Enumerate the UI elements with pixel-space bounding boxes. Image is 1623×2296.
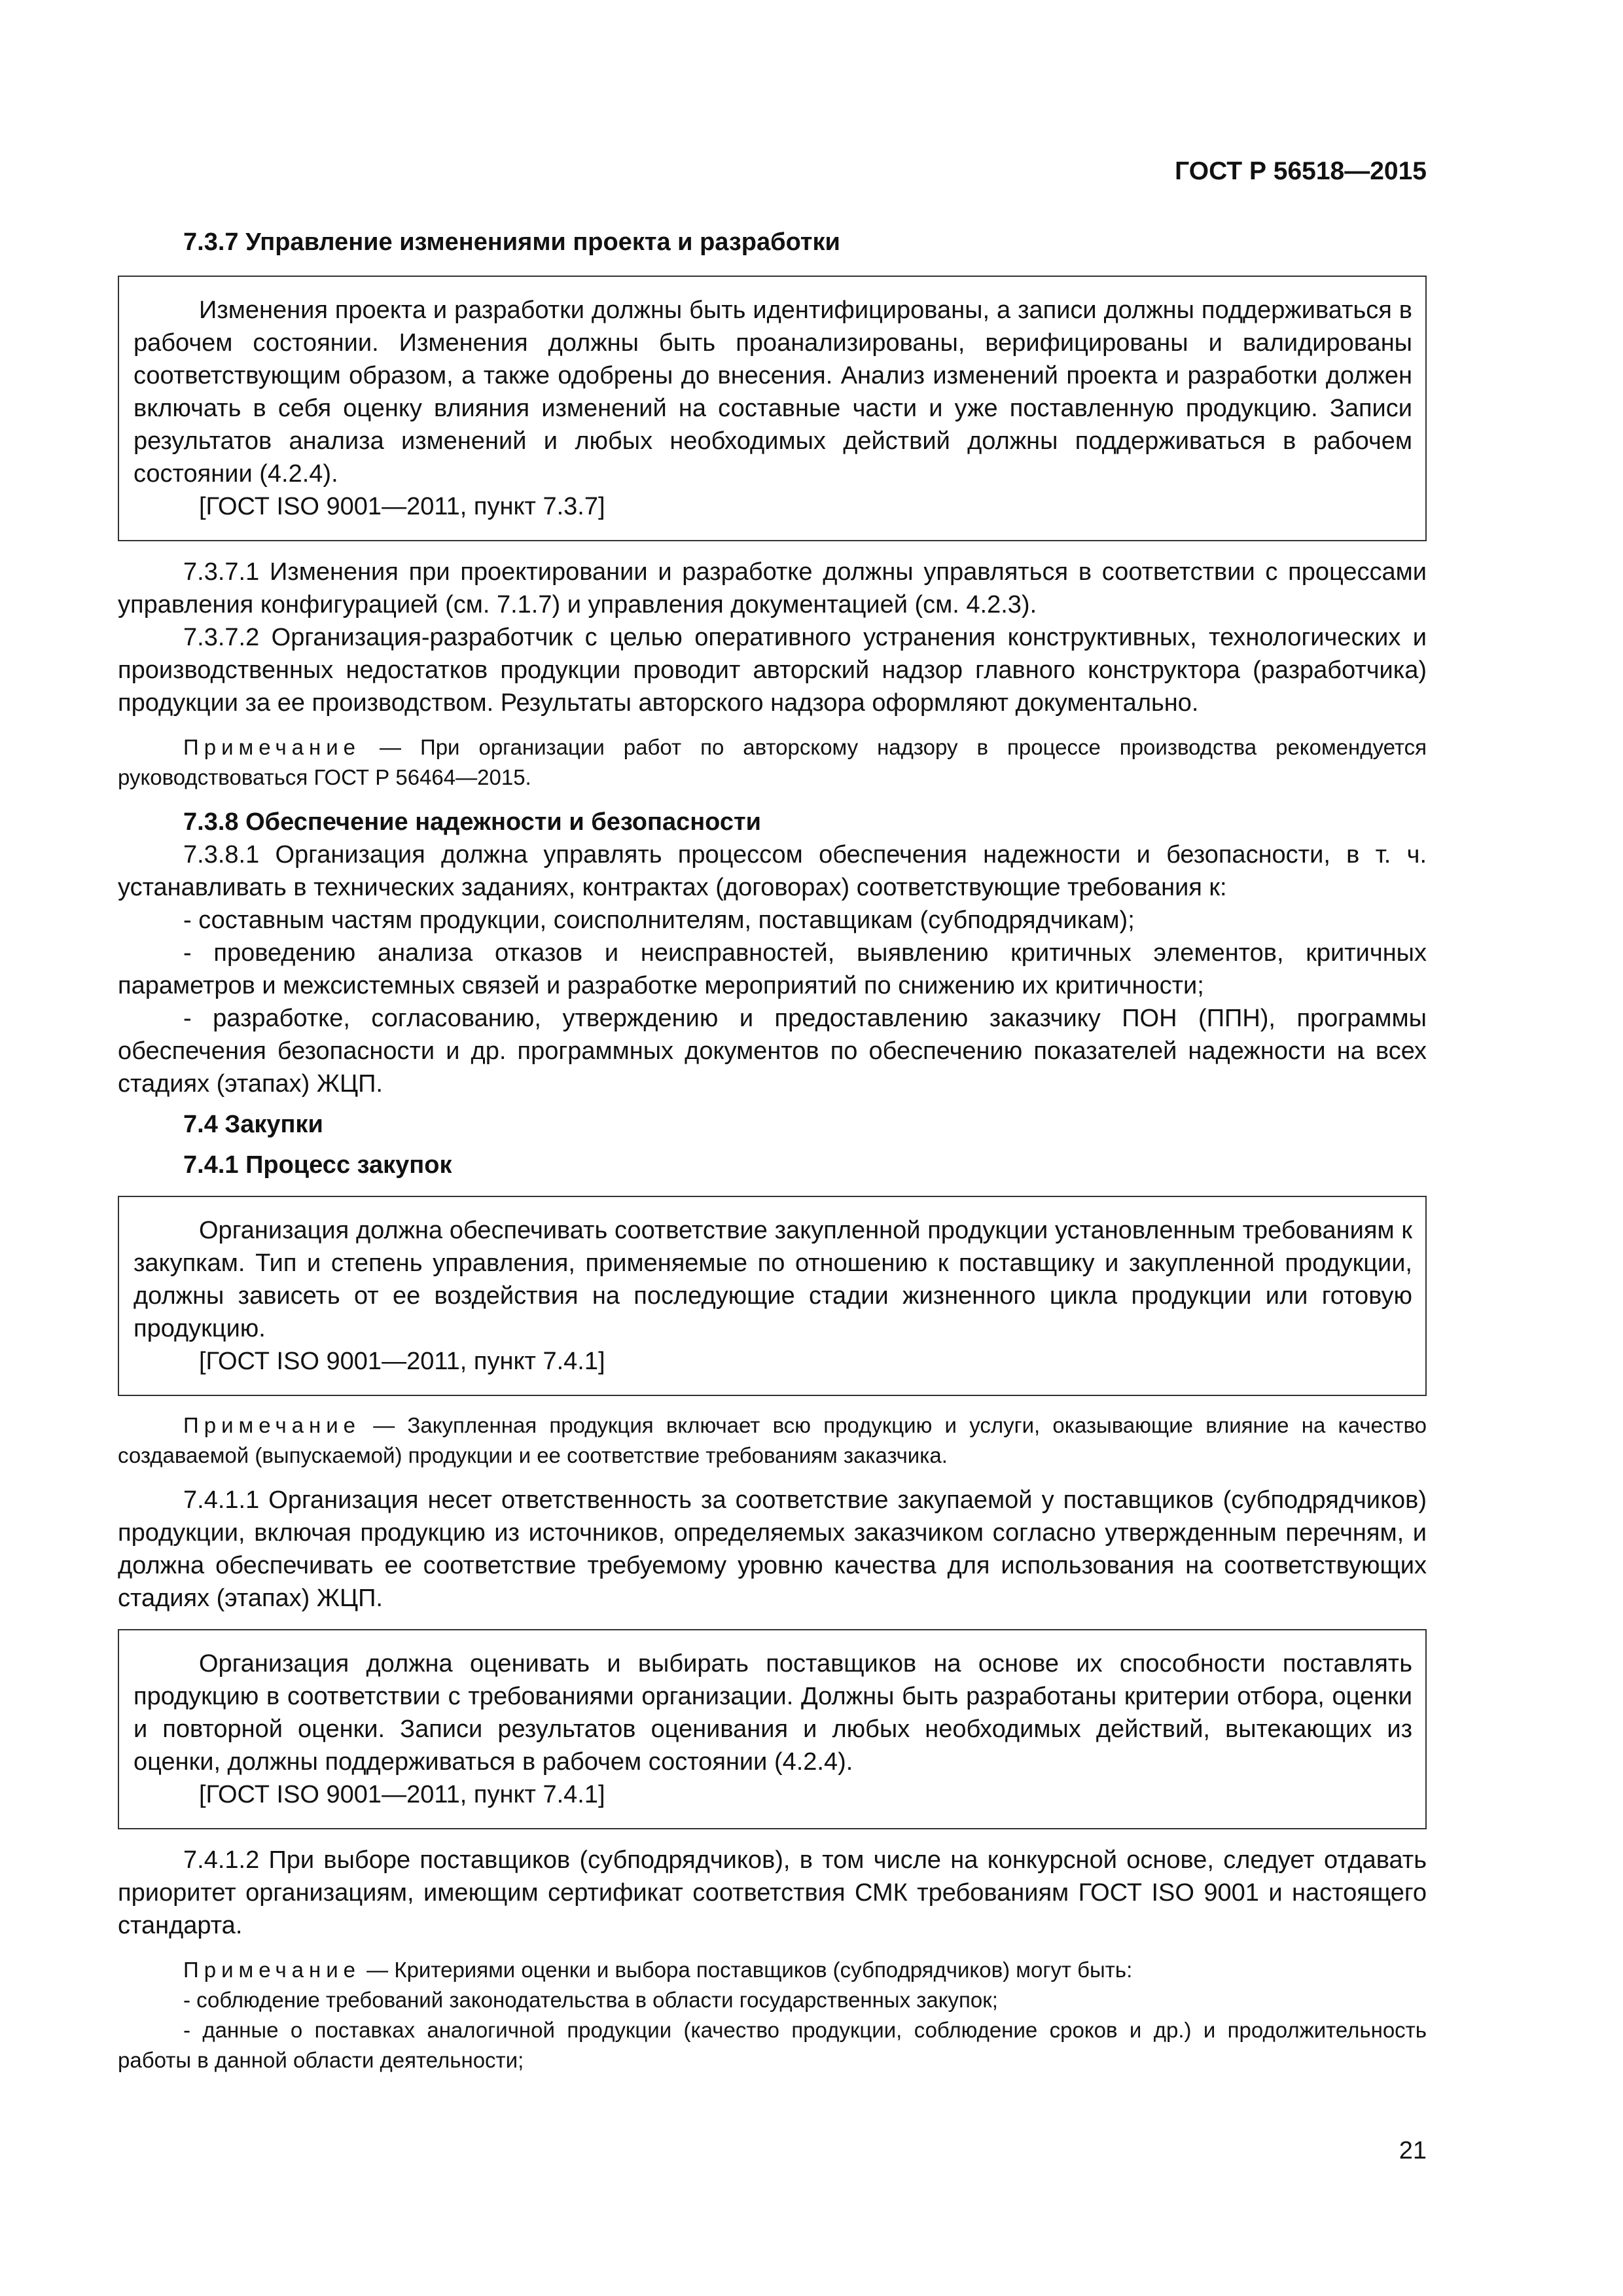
paragraph-7-3-7-1: 7.3.7.1 Изменения при проектировании и разработке должны управляться в соответствии с процессами управления конфигурацией (см. 7.1.7) и управления документацией (см. 4.2.3). (118, 558, 1427, 619)
list-item: - проведению анализа отказов и неисправностей, выявлению критичных элементов, критичных параметров и межсистемных связей и разработке мероприятий по снижению их критичности; (118, 939, 1427, 999)
quote-reference-7-4-1-b: [ГОСТ ISO 9001—2011, пункт 7.4.1] (199, 1781, 605, 1808)
note-label: Примечание (183, 735, 361, 759)
page-number: 21 (1399, 2137, 1427, 2164)
note-text: — Критериями оценки и выбора поставщиков (субподрядчиков) могут быть: (361, 1958, 1133, 1982)
note-7-3-7 (118, 732, 1427, 793)
paragraph-7-4-1-2: 7.4.1.2 При выборе поставщиков (субподрядчиков), в том числе на конкурсной основе, следует отдавать приоритет организациям, имеющим сертификат соответствия СМК требованиям ГОСТ ISO 9001 и настоящего стандарта. (118, 1846, 1427, 1939)
paragraph-7-3-8-1: 7.3.8.1 Организация должна управлять процессом обеспечения надежности и безопасности, в т. ч. устанавливать в технических заданиях, контрактах (договорах) соответствующие требования к: (118, 841, 1427, 901)
quote-box-iso-7-4-1-a (118, 1196, 1427, 1396)
note-list-item: - соблюдение требований законодательства в области государственных закупок; (183, 1988, 998, 2012)
paragraph-7-3-7-2: 7.3.7.2 Организация-разработчик с целью оперативного устранения конструктивных, технологических и производственных недостатков продукции проводит авторский надзор главного конструктора (разработчика) продукции за ее производством. Результаты авторского надзора оформляют документально. (118, 624, 1427, 717)
section-heading-7-4-1: 7.4.1 Процесс закупок (183, 1151, 452, 1179)
quote-reference-7-4-1-a: [ГОСТ ISO 9001—2011, пункт 7.4.1] (199, 1348, 605, 1375)
note-list-item: - данные о поставках аналогичной продукции (качество продукции, соблюдение сроков и др.) и продолжительность работы в данной области деятельности; (118, 2018, 1427, 2072)
quote-text-7-4-1-a: Организация должна обеспечивать соответствие закупленной продукции установленным требованиям к закупкам. Тип и степень управления, применяемые по отношению к поставщику и закупленной продукции, должны зависеть от ее воздействия на последующие стадии жизненного цикла продукции или готовую продукцию. (134, 1217, 1412, 1342)
quote-text-7-4-1-b: Организация должна оценивать и выбирать поставщиков на основе их способности поставлять продукцию в соответствии с требованиями организации. Должны быть разработаны критерии отбора, оценки и повторной оценки. Записи результатов оценивания и любых необходимых действий, вытекающих из оценки, должны поддерживаться в рабочем состоянии (4.2.4). (134, 1650, 1412, 1776)
note-text: — При организации работ по авторскому надзору в процессе производства рекомендуется руководствоваться ГОСТ Р 56464—2015. (118, 735, 1427, 789)
note-7-4-1 (118, 1410, 1427, 1471)
section-heading-7-3-7: 7.3.7 Управление изменениями проекта и разработки (183, 228, 840, 256)
note-text: — Закупленная продукция включает всю продукцию и услуги, оказывающие влияние на качество создаваемой (выпускаемой) продукции и ее соответствие требованиям заказчика. (118, 1413, 1427, 1467)
quote-text-7-3-7: Изменения проекта и разработки должны быть идентифицированы, а записи должны поддерживаться в рабочем состоянии. Изменения должны быть проанализированы, верифицированы и валидированы соответствующим образом, а также одобрены до внесения. Анализ изменений проекта и разработки должен включать в себя оценку влияния изменений на составные части и уже поставленную продукцию. Записи результатов анализа изменений и любых необходимых действий должны поддерживаться в рабочем состоянии (4.2.4). (134, 296, 1412, 488)
section-heading-7-4: 7.4 Закупки (183, 1111, 323, 1138)
section-heading-7-3-8: 7.3.8 Обеспечение надежности и безопасности (183, 808, 761, 836)
note-label: Примечание (183, 1413, 361, 1437)
quote-box-iso-7-3-7 (118, 276, 1427, 541)
note-7-4-1-2 (118, 1955, 1427, 1985)
note-label: Примечание (183, 1958, 361, 1982)
list-item: - разработке, согласованию, утверждению и предоставлению заказчику ПОН (ППН), программы обеспечения безопасности и др. программных документов по обеспечению показателей надежности на всех стадиях (этапах) ЖЦП. (118, 1005, 1427, 1098)
quote-box-iso-7-4-1-b (118, 1629, 1427, 1829)
paragraph-7-4-1-1: 7.4.1.1 Организация несет ответственность за соответствие закупаемой у поставщиков (субподрядчиков) продукции, включая продукцию из источников, определяемых заказчиком согласно утвержденным перечням, и должна обеспечивать ее соответствие требуемому уровню качества для использования на соответствующих стадиях (этапах) ЖЦП. (118, 1486, 1427, 1612)
list-item: - составным частям продукции, соисполнителям, поставщикам (субподрядчикам); (183, 906, 1135, 934)
quote-reference-7-3-7: [ГОСТ ISO 9001—2011, пункт 7.3.7] (199, 493, 605, 520)
page-content (118, 226, 1427, 2075)
document-code-header: ГОСТ Р 56518—2015 (1175, 157, 1427, 185)
